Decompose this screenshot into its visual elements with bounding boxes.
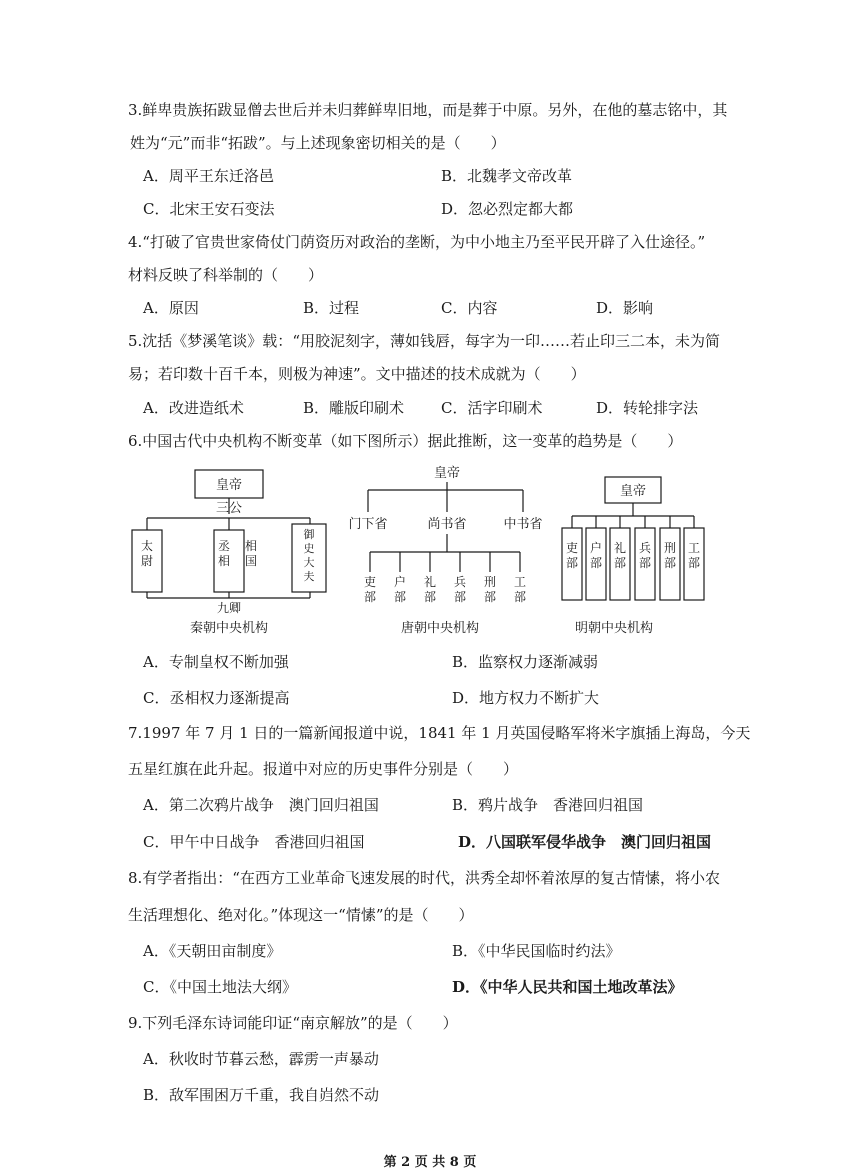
q6-option-a: A．专制皇权不断加强: [143, 653, 289, 671]
q4-stem-line1: 4.“打破了官贵世家倚仗门荫资历对政治的垄断，为中小地主乃至平民开辟了入仕途径。”: [128, 233, 706, 251]
q7-stem-line1: 7.1997 年 7 月 1 日的一篇新闻报道中说，1841 年 1 月英国侵略军将米字旗插上海岛，今天: [128, 724, 751, 742]
ming-emperor-label: 皇帝: [619, 484, 647, 499]
qin-jiuqing-label: 九卿: [216, 601, 242, 615]
q5-option-b: B．雕版印刷术: [303, 399, 405, 417]
ming-ministry-4: 刑部: [663, 541, 677, 570]
qin-mid-box-label: 丞相: [217, 539, 231, 568]
q6-option-d: D．地方权力不断扩大: [452, 689, 600, 707]
q3-option-a: A．周平王东迁洛邑: [143, 167, 274, 185]
q4-option-c: C．内容: [441, 299, 498, 317]
q6-option-c: C．丞相权力逐渐提高: [143, 689, 290, 707]
tang-province-2: 中书省: [503, 517, 543, 532]
q6-stem-line1: 6.中国古代中央机构不断变革（如下图所示）据此推断，这一变革的趋势是（ ）: [128, 432, 683, 450]
qin-emperor-label: 皇帝: [215, 478, 243, 493]
qin-caption: 秦朝中央机构: [189, 621, 269, 636]
q8-option-d: D．《中华人民共和国土地改革法》: [452, 978, 683, 996]
tang-emperor-label: 皇帝: [433, 466, 461, 481]
q3-stem-line1: 3.鲜卑贵族拓跋显僧去世后并未归葬鲜卑旧地，而是葬于中原。另外，在他的墓志铭中，其: [128, 101, 728, 119]
tang-ministry-3: 兵部: [453, 575, 467, 604]
tang-ministry-1: 户部: [393, 575, 407, 604]
q3-option-d: D．忽必烈定都大都: [441, 200, 574, 218]
q4-option-a: A．原因: [143, 299, 199, 317]
q7-option-b: B．鸦片战争 香港回归祖国: [452, 796, 644, 814]
q4-option-d: D．影响: [596, 299, 654, 317]
tang-caption: 唐朝中央机构: [400, 621, 480, 636]
q5-option-c: C．活字印刷术: [441, 399, 543, 417]
ming-ministry-3: 兵部: [638, 541, 652, 570]
q4-option-b: B．过程: [303, 299, 360, 317]
qin-mid-box-label2: 相国: [244, 539, 258, 568]
q5-stem-line1: 5.沈括《梦溪笔谈》载：“用胶泥刻字，薄如钱唇，每字为一印……若止印三二本，未为简: [128, 332, 720, 350]
q7-option-a: A．第二次鸦片战争 澳门回归祖国: [143, 796, 379, 814]
qin-right-box-label: 御史大夫: [303, 528, 315, 583]
q8-option-a: A．《天朝田亩制度》: [143, 942, 282, 960]
ming-ministry-2: 礼部: [613, 541, 627, 570]
q9-option-a: A．秋收时节暮云愁，霹雳一声暴动: [143, 1050, 379, 1068]
q7-stem-line2: 五星红旗在此升起。报道中对应的历史事件分别是（ ）: [128, 760, 519, 778]
q5-option-a: A．改进造纸术: [143, 399, 244, 417]
q8-option-b: B．《中华民国临时约法》: [452, 942, 621, 960]
page-footer: 第 2 页 共 8 页: [383, 1155, 477, 1170]
q9-stem-line1: 9.下列毛泽东诗词能印证“南京解放”的是（ ）: [128, 1014, 458, 1032]
q7-option-c: C．甲午中日战争 香港回归祖国: [143, 833, 365, 851]
q8-stem-line2: 生活理想化、绝对化。”体现这一“情愫”的是（ ）: [128, 906, 474, 924]
qin-left-box-label: 太尉: [140, 539, 154, 568]
tang-province-1: 尚书省: [427, 517, 467, 532]
qin-sangong-label: 三公: [215, 501, 243, 516]
tang-ministry-2: 礼部: [423, 575, 437, 604]
q3-stem-line2: 姓为“元”而非“拓跋”。与上述现象密切相关的是（ ）: [130, 134, 506, 152]
q9-option-b: B．敌军围困万千重，我自岿然不动: [143, 1086, 380, 1104]
q8-option-c: C．《中国土地法大纲》: [143, 978, 297, 996]
q4-stem-line2: 材料反映了科举制的（ ）: [128, 266, 324, 284]
tang-province-0: 门下省: [348, 517, 388, 532]
q5-option-d: D．转轮排字法: [596, 399, 699, 417]
q5-stem-line2: 易；若印数十百千本，则极为神速”。文中描述的技术成就为（ ）: [128, 365, 586, 383]
tang-ministry-0: 吏部: [363, 575, 377, 604]
central-institutions-diagrams: [0, 462, 860, 642]
tang-ministry-4: 刑部: [483, 575, 497, 604]
ming-ministry-5: 工部: [687, 541, 701, 570]
q3-option-c: C．北宋王安石变法: [143, 200, 275, 218]
q7-option-d: D．八国联军侵华战争 澳门回归祖国: [458, 833, 712, 851]
q3-option-b: B．北魏孝文帝改革: [441, 167, 573, 185]
ming-caption: 明朝中央机构: [574, 621, 654, 636]
q6-option-b: B．监察权力逐渐减弱: [452, 653, 599, 671]
ming-ministry-0: 吏部: [565, 541, 579, 570]
ming-ministry-1: 户部: [589, 541, 603, 570]
tang-ministry-5: 工部: [513, 575, 527, 604]
q8-stem-line1: 8.有学者指出：“在西方工业革命飞速发展的时代，洪秀全却怀着浓厚的复古情愫，将小农: [128, 869, 720, 887]
